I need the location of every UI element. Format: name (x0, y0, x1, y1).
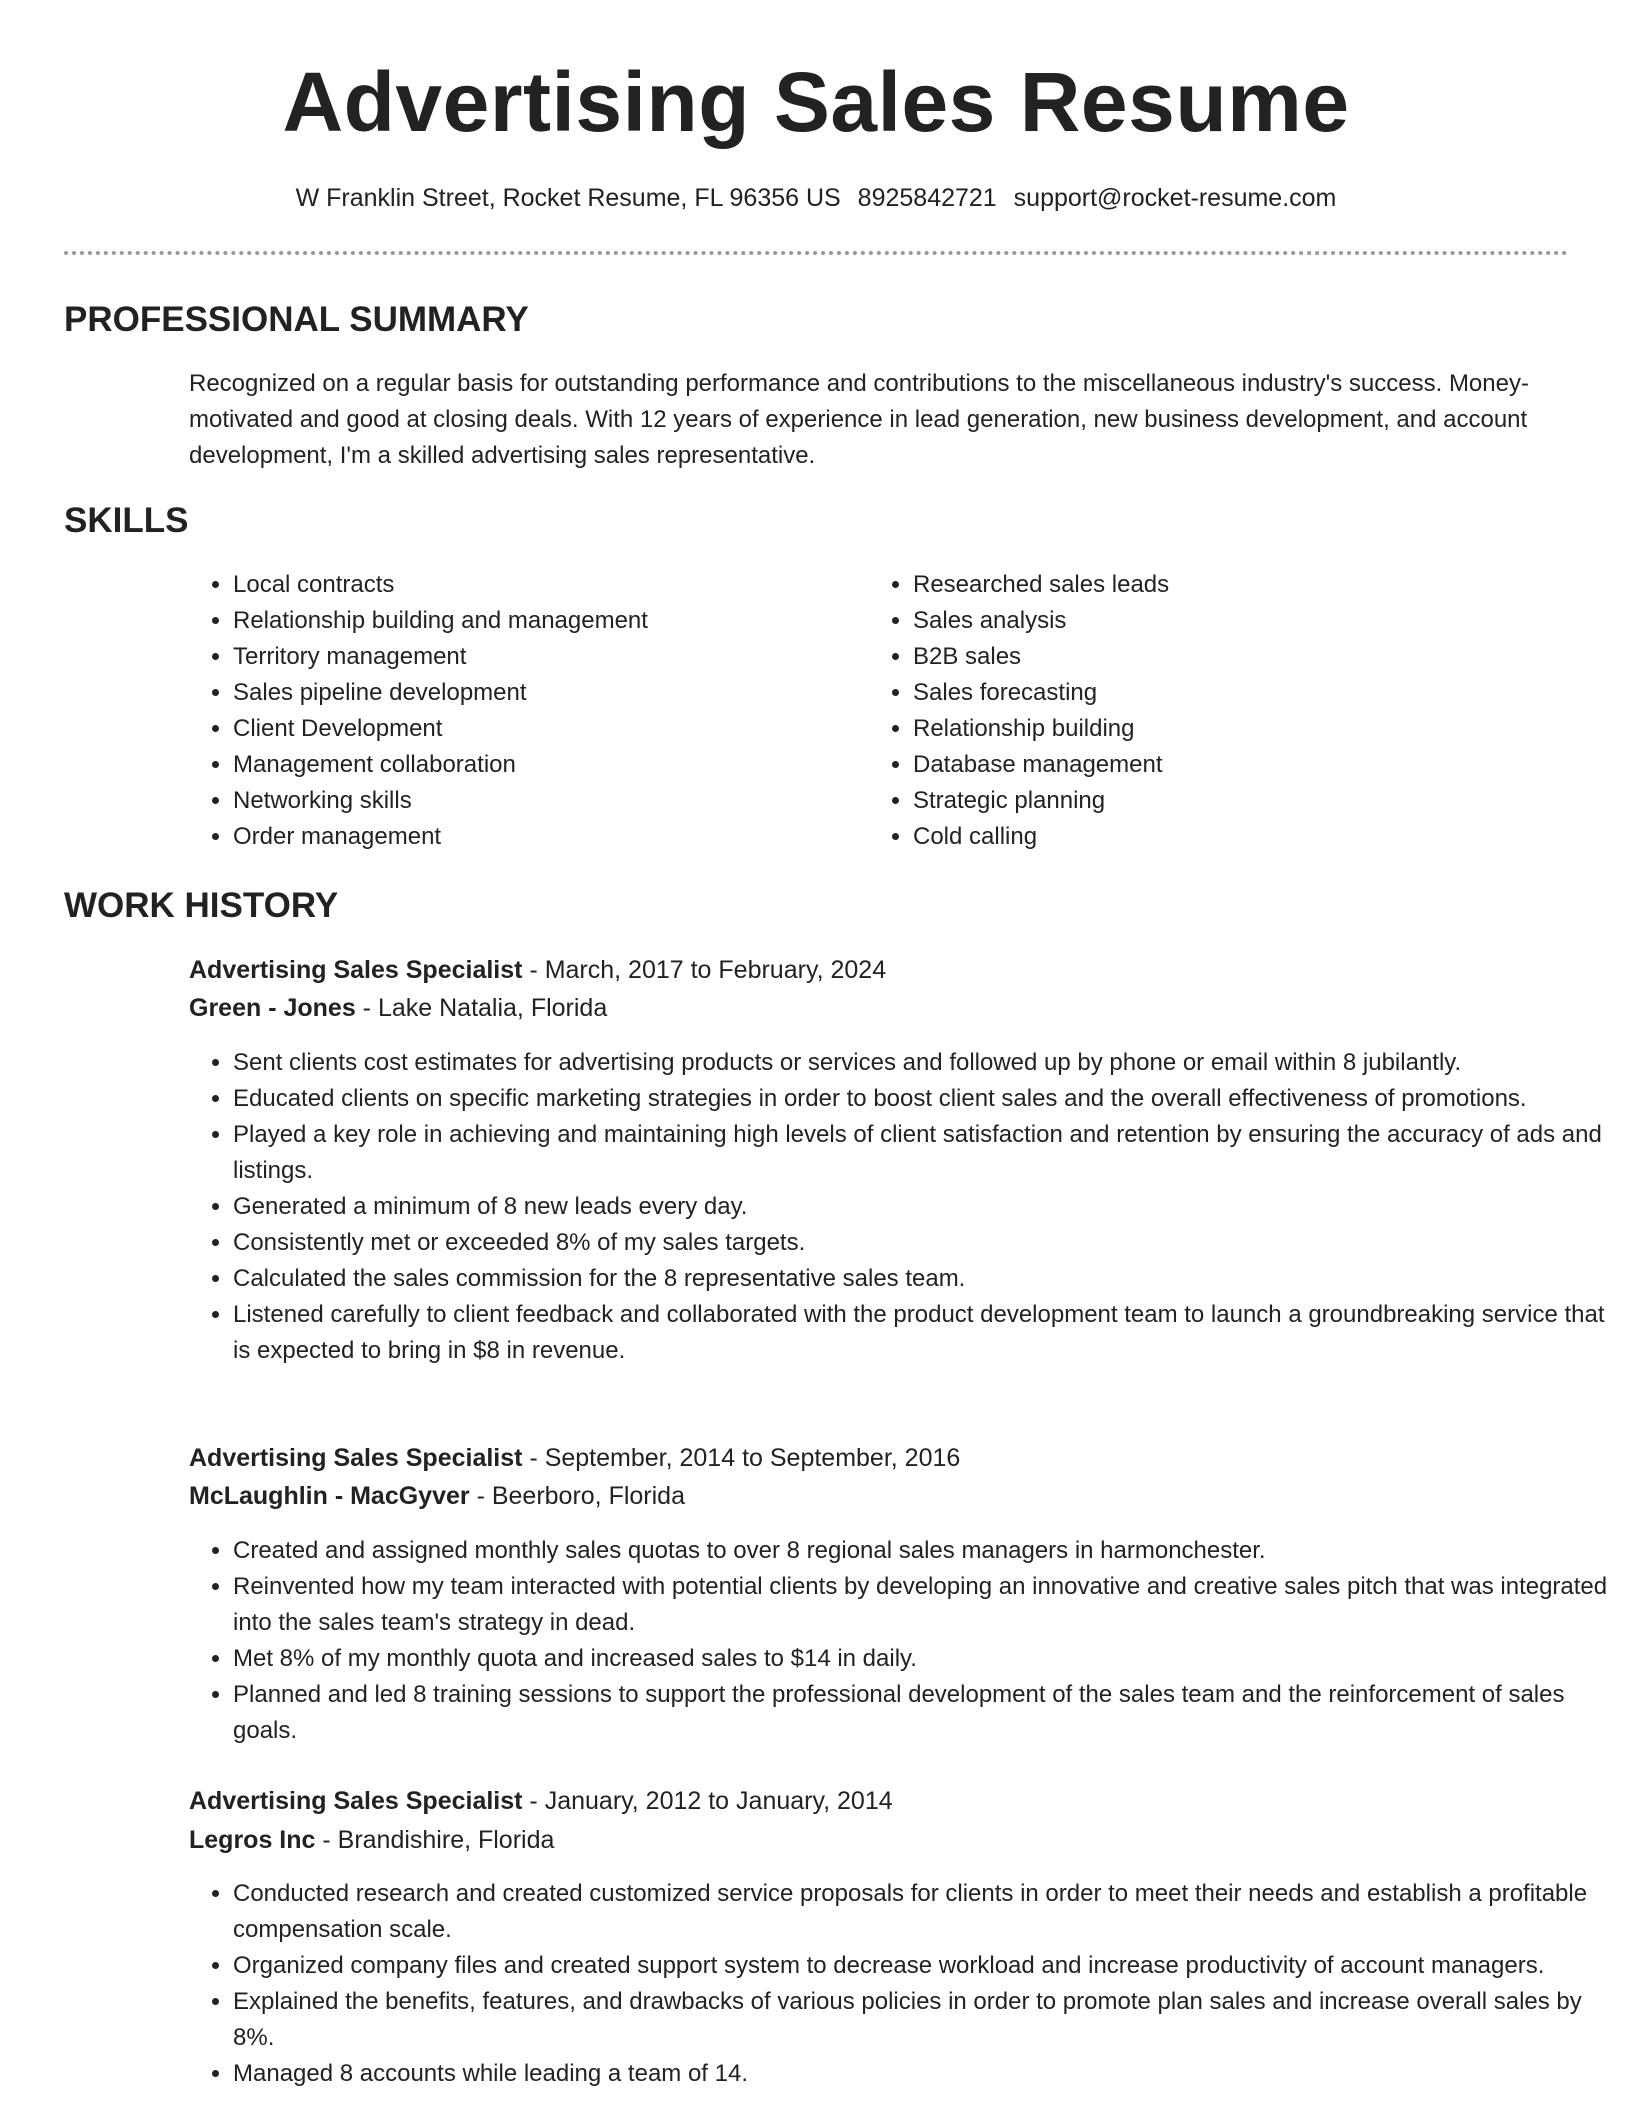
job-bullet: • Met 8% of my monthly quota and increased sales to $14 in daily. (233, 1641, 1613, 1677)
job-bullet: • Calculated the sales commission for the 8 representative sales team. (233, 1261, 1613, 1297)
job-title-line (189, 952, 886, 988)
job-dates: - January, 2012 to January, 2014 (522, 1787, 893, 1815)
contact-phone: 8925842721 (857, 184, 997, 212)
skills-list-right (869, 567, 1169, 855)
job-bullet: • Sent clients cost estimates for advertising products or services and followed up by phone or email within 8 jubilantly. (233, 1045, 1613, 1081)
summary-text: Recognized on a regular basis for outstanding performance and contributions to the miscellaneous industry's success. Money-motivated and good at closing deals. With 12 years of experience in lead generation, new business development, and account development, I'm a skilled advertising sales representative. (189, 370, 1529, 469)
job-bullet: • Managed 8 accounts while leading a team of 14. (233, 2056, 1613, 2092)
job-company-line (189, 1822, 554, 1858)
job-dates: - September, 2014 to September, 2016 (522, 1444, 961, 1472)
job-location: - Lake Natalia, Florida (355, 994, 608, 1022)
skill-item: • Client Development (233, 711, 648, 747)
job-bullet: • Listened carefully to client feedback and collaborated with the product development team to launch a groundbreaking service that is expected to bring in $8 in revenue. (233, 1297, 1613, 1369)
job-bullet: • Reinvented how my team interacted with potential clients by developing an innovative and creative sales pitch that was integrated into the sales team's strategy in dead. (233, 1569, 1613, 1641)
skill-item: • Sales analysis (913, 603, 1169, 639)
skill-item: • Cold calling (913, 819, 1169, 855)
skills-heading: SKILLS (64, 501, 189, 540)
job-company-line (189, 990, 607, 1026)
job-bullet: • Educated clients on specific marketing strategies in order to boost client sales and the overall effectiveness of promotions. (233, 1081, 1613, 1117)
job-bullet: • Conducted research and created customized service proposals for clients in order to meet their needs and establish a profitable compensation scale. (233, 1876, 1613, 1948)
contact-address: W Franklin Street, Rocket Resume, FL 96356 US (295, 184, 841, 212)
job-bullets (189, 1533, 1613, 1749)
skill-item: • Sales pipeline development (233, 675, 648, 711)
skill-item: • Strategic planning (913, 783, 1169, 819)
job-bullet: • Created and assigned monthly sales quotas to over 8 regional sales managers in harmonchester. (233, 1533, 1613, 1569)
skill-item: • Researched sales leads (913, 567, 1169, 603)
job-company: Green - Jones (189, 994, 356, 1022)
job-title: Advertising Sales Specialist (189, 1787, 523, 1815)
job-title-line (189, 1783, 893, 1819)
job-title-line (189, 1440, 960, 1476)
skill-item: • Sales forecasting (913, 675, 1169, 711)
job-bullets (189, 1045, 1613, 1369)
work-history-heading: WORK HISTORY (64, 886, 339, 925)
skill-item: • Relationship building and management (233, 603, 648, 639)
skill-item: • Relationship building (913, 711, 1169, 747)
summary-heading: PROFESSIONAL SUMMARY (64, 300, 529, 339)
job-bullet: • Played a key role in achieving and maintaining high levels of client satisfaction and retention by ensuring the accuracy of ads and listings. (233, 1117, 1613, 1189)
job-dates: - March, 2017 to February, 2024 (522, 956, 887, 984)
contact-email: support@rocket-resume.com (1013, 184, 1337, 212)
job-company: McLaughlin - MacGyver (189, 1482, 470, 1510)
resume-title: Advertising Sales Resume (282, 55, 1350, 149)
skill-item: • Local contracts (233, 567, 648, 603)
skill-item: • B2B sales (913, 639, 1169, 675)
job-bullet: • Explained the benefits, features, and drawbacks of various policies in order to promote plan sales and increase overall sales by 8%. (233, 1984, 1613, 2056)
skill-item: • Networking skills (233, 783, 648, 819)
job-company-line (189, 1478, 685, 1514)
job-title: Advertising Sales Specialist (189, 1444, 523, 1472)
skill-item: • Order management (233, 819, 648, 855)
job-location: - Brandishire, Florida (315, 1826, 555, 1854)
job-bullet: • Organized company files and created support system to decrease workload and increase productivity of account managers. (233, 1948, 1613, 1984)
header-divider (64, 251, 1568, 255)
skill-item: • Territory management (233, 639, 648, 675)
job-bullet: • Generated a minimum of 8 new leads every day. (233, 1189, 1613, 1225)
job-company: Legros Inc (189, 1826, 316, 1854)
job-bullet: • Planned and led 8 training sessions to support the professional development of the sales team and the reinforcement of sales goals. (233, 1677, 1613, 1749)
job-title: Advertising Sales Specialist (189, 956, 523, 984)
contact-line (0, 181, 1632, 215)
job-bullets (189, 1876, 1613, 2092)
skill-item: • Database management (913, 747, 1169, 783)
skills-list-left (189, 567, 648, 855)
job-location: - Beerboro, Florida (469, 1482, 685, 1510)
skill-item: • Management collaboration (233, 747, 648, 783)
job-bullet: • Consistently met or exceeded 8% of my sales targets. (233, 1225, 1613, 1261)
